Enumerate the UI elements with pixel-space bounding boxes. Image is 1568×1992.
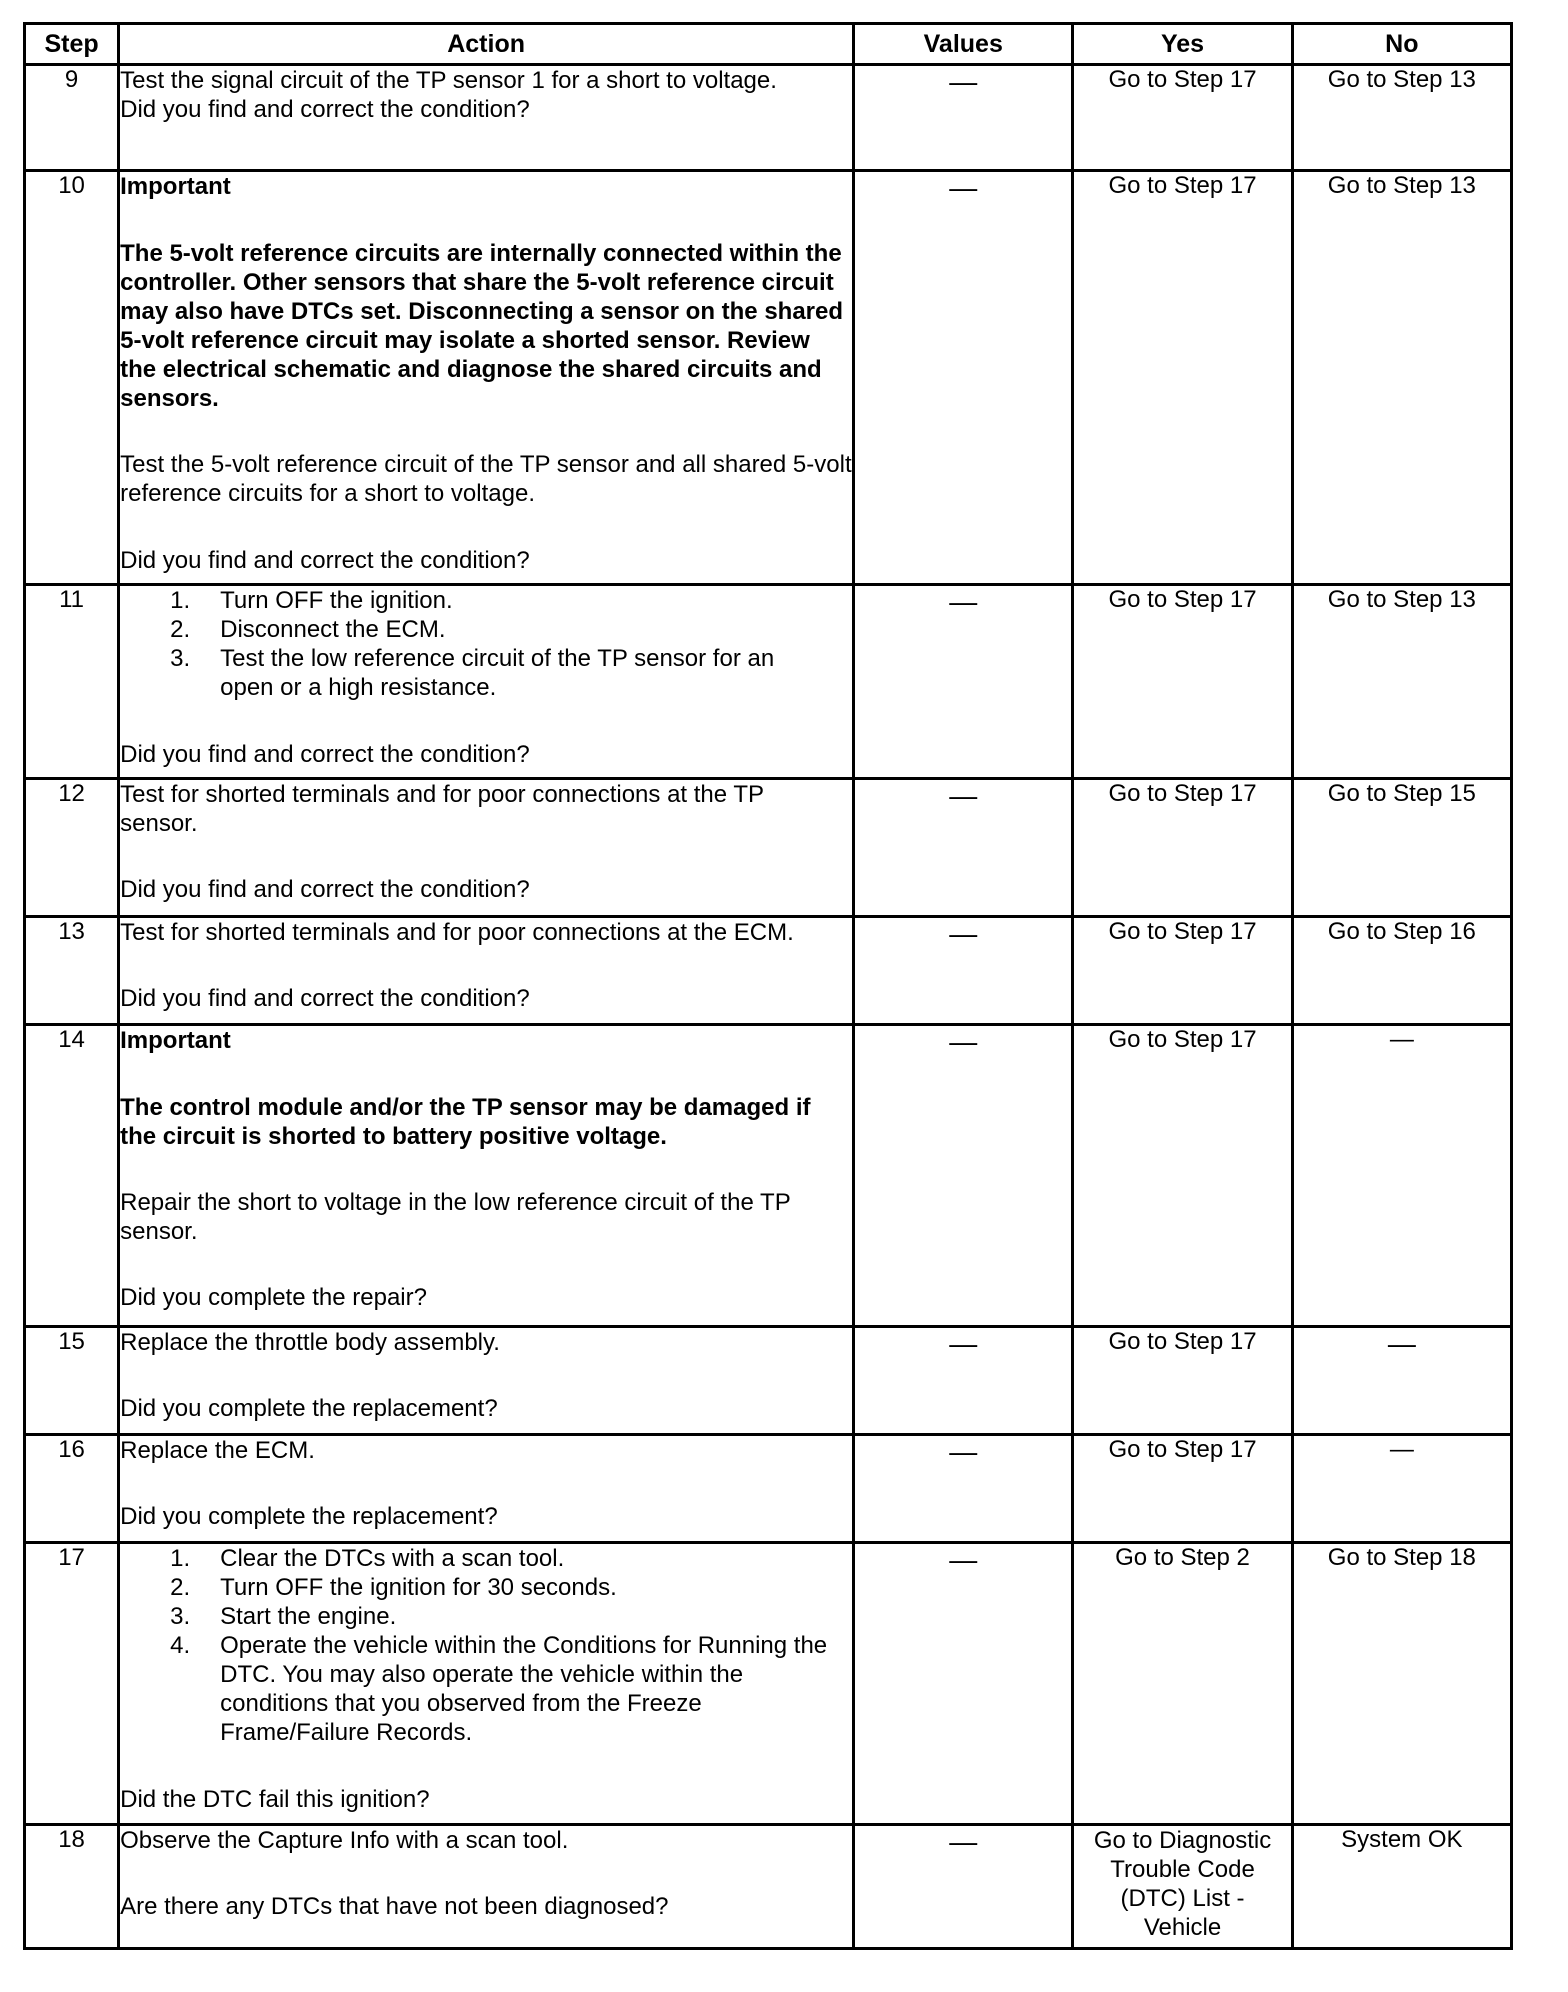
no-cell: Go to Step 13 bbox=[1292, 585, 1511, 779]
table-row bbox=[25, 917, 1512, 1025]
values-cell: — bbox=[854, 585, 1073, 779]
no-cell: Go to Step 15 bbox=[1292, 779, 1511, 917]
yes-cell: Go to Step 17 bbox=[1073, 779, 1292, 917]
action-question: Did you find and correct the condition? bbox=[120, 96, 530, 123]
values-cell: — bbox=[854, 1825, 1073, 1949]
values-cell: — bbox=[854, 65, 1073, 171]
list-item: 1. Clear the DTCs with a scan tool. bbox=[170, 1545, 565, 1572]
header-yes: Yes bbox=[1073, 24, 1292, 65]
header-no: No bbox=[1292, 24, 1511, 65]
important-title: Important bbox=[120, 1027, 231, 1054]
table-row bbox=[25, 1543, 1512, 1825]
action-text: Replace the ECM. bbox=[120, 1437, 315, 1464]
step-number: 18 bbox=[25, 1825, 119, 1949]
step-number: 12 bbox=[25, 779, 119, 917]
step-number: 17 bbox=[25, 1543, 119, 1825]
action-question: Did you find and correct the condition? bbox=[120, 741, 530, 768]
diagnostic-table bbox=[23, 22, 1513, 1950]
header-step: Step bbox=[25, 24, 119, 65]
action-cell bbox=[119, 1435, 854, 1543]
action-cell bbox=[119, 1327, 854, 1435]
action-question: Did you complete the replacement? bbox=[120, 1395, 498, 1422]
values-cell: — bbox=[854, 1543, 1073, 1825]
values-cell: — bbox=[854, 779, 1073, 917]
no-cell: — bbox=[1292, 1435, 1511, 1543]
action-cell bbox=[119, 585, 854, 779]
action-text: Test for shorted terminals and for poor connections at the ECM. bbox=[120, 919, 794, 946]
action-text: Replace the throttle body assembly. bbox=[120, 1329, 500, 1356]
no-cell: System OK bbox=[1292, 1825, 1511, 1949]
action-cell bbox=[119, 65, 854, 171]
action-cell bbox=[119, 779, 854, 917]
header-values: Values bbox=[854, 24, 1073, 65]
action-question: Did you find and correct the condition? bbox=[120, 985, 530, 1012]
no-cell: — bbox=[1292, 1025, 1511, 1327]
header-action: Action bbox=[119, 24, 854, 65]
list-item: 1. Turn OFF the ignition. bbox=[170, 587, 453, 614]
action-question: Did you complete the repair? bbox=[120, 1284, 427, 1311]
yes-cell: Go to Step 17 bbox=[1073, 65, 1292, 171]
values-cell: — bbox=[854, 1025, 1073, 1327]
table-row bbox=[25, 1025, 1512, 1327]
values-cell: — bbox=[854, 171, 1073, 585]
table-row bbox=[25, 1825, 1512, 1949]
no-cell: Go to Step 13 bbox=[1292, 171, 1511, 585]
action-question: Did the DTC fail this ignition? bbox=[120, 1786, 430, 1813]
action-cell bbox=[119, 1825, 854, 1949]
action-question: Did you find and correct the condition? bbox=[120, 547, 530, 574]
yes-cell: Go to Step 17 bbox=[1073, 585, 1292, 779]
procedure-list bbox=[120, 586, 852, 702]
values-cell: — bbox=[854, 917, 1073, 1025]
action-cell bbox=[119, 1025, 854, 1327]
values-cell: — bbox=[854, 1327, 1073, 1435]
step-number: 13 bbox=[25, 917, 119, 1025]
yes-cell: Go to Diagnostic Trouble Code (DTC) List - Vehicle bbox=[1073, 1825, 1292, 1949]
table-row bbox=[25, 1435, 1512, 1543]
step-number: 15 bbox=[25, 1327, 119, 1435]
step-number: 14 bbox=[25, 1025, 119, 1327]
table-row bbox=[25, 1327, 1512, 1435]
table-row bbox=[25, 171, 1512, 585]
action-text: Repair the short to voltage in the low reference circuit of the TP sensor. bbox=[120, 1189, 791, 1245]
no-cell: — bbox=[1292, 1327, 1511, 1435]
table-row bbox=[25, 585, 1512, 779]
list-item: 2. Turn OFF the ignition for 30 seconds. bbox=[170, 1574, 617, 1601]
procedure-list bbox=[120, 1544, 852, 1747]
yes-cell: Go to Step 17 bbox=[1073, 171, 1292, 585]
action-text: Test the signal circuit of the TP sensor 1 for a short to voltage. bbox=[120, 67, 777, 94]
yes-cell: Go to Step 17 bbox=[1073, 1435, 1292, 1543]
no-cell: Go to Step 16 bbox=[1292, 917, 1511, 1025]
yes-cell: Go to Step 2 bbox=[1073, 1543, 1292, 1825]
list-item: 2. Disconnect the ECM. bbox=[170, 616, 446, 643]
step-number: 16 bbox=[25, 1435, 119, 1543]
table-row bbox=[25, 779, 1512, 917]
values-cell: — bbox=[854, 1435, 1073, 1543]
header-row bbox=[25, 24, 1512, 65]
list-item: 4. Operate the vehicle within the Conditions for Running the DTC. You may also operate the vehicle within the conditions that you observed from the Freeze Frame/Failure Records. bbox=[170, 1632, 828, 1746]
step-number: 10 bbox=[25, 171, 119, 585]
action-cell bbox=[119, 1543, 854, 1825]
action-question: Are there any DTCs that have not been diagnosed? bbox=[120, 1893, 669, 1920]
important-body: The 5-volt reference circuits are internally connected within the controller. Other sensors that share the 5-volt reference circuit may also have DTCs set. Disconnecting a sensor on the shared 5-volt reference circuit may isolate a shorted sensor. Review the electrical schematic and diagnose the shared circuits and sensors. bbox=[120, 240, 844, 412]
yes-cell: Go to Step 17 bbox=[1073, 1025, 1292, 1327]
action-text: Test for shorted terminals and for poor connections at the TP sensor. bbox=[120, 781, 764, 837]
action-question: Did you complete the replacement? bbox=[120, 1503, 498, 1530]
step-number: 9 bbox=[25, 65, 119, 171]
list-item: 3. Start the engine. bbox=[170, 1603, 397, 1630]
important-title: Important bbox=[120, 173, 231, 200]
action-text: Observe the Capture Info with a scan tool. bbox=[120, 1827, 569, 1854]
list-item: 3. Test the low reference circuit of the TP sensor for an open or a high resistance. bbox=[170, 645, 775, 701]
action-cell bbox=[119, 171, 854, 585]
action-cell bbox=[119, 917, 854, 1025]
action-question: Did you find and correct the condition? bbox=[120, 876, 530, 903]
yes-cell: Go to Step 17 bbox=[1073, 1327, 1292, 1435]
important-body: The control module and/or the TP sensor may be damaged if the circuit is shorted to battery positive voltage. bbox=[120, 1094, 811, 1150]
table-row bbox=[25, 65, 1512, 171]
no-cell: Go to Step 13 bbox=[1292, 65, 1511, 171]
yes-cell: Go to Step 17 bbox=[1073, 917, 1292, 1025]
no-cell: Go to Step 18 bbox=[1292, 1543, 1511, 1825]
step-number: 11 bbox=[25, 585, 119, 779]
action-text: Test the 5-volt reference circuit of the TP sensor and all shared 5-volt reference circuits for a short to voltage. bbox=[120, 451, 852, 507]
